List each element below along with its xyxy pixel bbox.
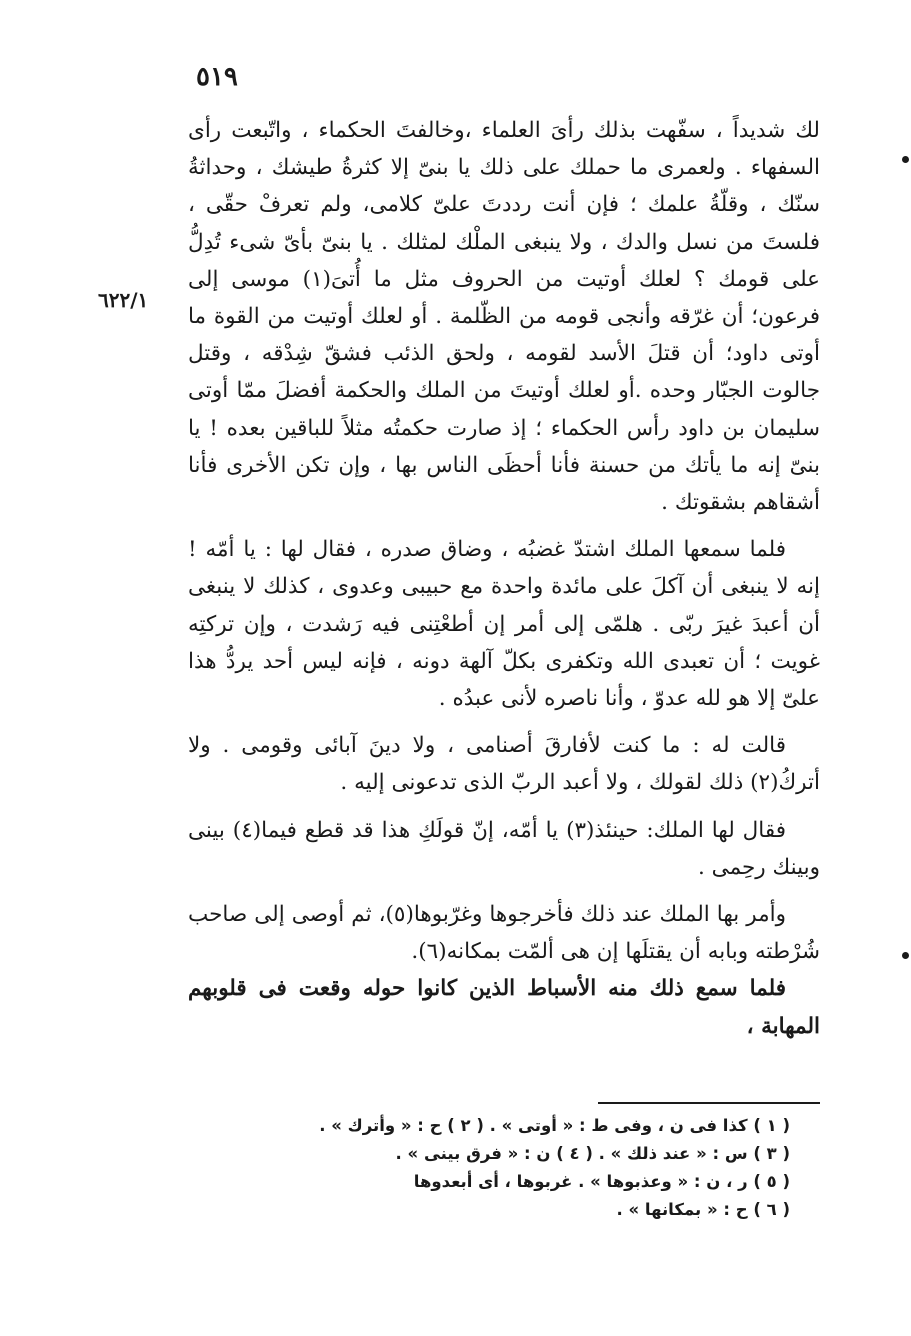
paragraph-5: وأمر بها الملك عند ذلك فأخرجوها وغرّبوها(٥)، ثم أوصى إلى صاحب شُرْطته وبابه أن يقتلَها إن هى ألمّت بمكانه(٦). bbox=[188, 902, 820, 965]
footnotes bbox=[200, 1112, 790, 1224]
margin-reference: ٦٢٢/١ bbox=[98, 288, 149, 312]
footnote-line-4: ( ٦ ) ح : « بمكانها » . bbox=[616, 1200, 790, 1219]
scan-edge-mark bbox=[902, 156, 909, 163]
main-text bbox=[188, 112, 820, 1045]
footnote-line-3: ( ٥ ) ر ، ن : « وعذبوها » . غربوها ، أى أبعدوها bbox=[413, 1172, 790, 1191]
paragraph-6: فلما سمع ذلك منه الأسباط الذين كانوا حوله وقعت فى قلوبهم المهابة ، bbox=[188, 976, 820, 1039]
paragraph-4: فقال لها الملك: حينئذ(٣) يا أمّه، إنّ قولَكِ هذا قد قطع فيما(٤) بينى وبينك رحِمى . bbox=[188, 817, 820, 880]
paragraph-1: لك شديداً ، سفّهت بذلك رأىَ العلماء ،وخالفتَ الحكماء ، واتّبعت رأى السفهاء . ولعمرى ما حملك على ذلك يا بنىّ إلا كثرةُ طيشك ، وحداثةُ سنّك ، وقلّةُ علمك ؛ فإن أنت رددتَ علىّ كلامى، ولم تعرفْ حقّى ، فلستَ من نسل والدك ، ولا ينبغى الملْك لمثلك . يا بنىّ بأىّ شىء تُدِلُّ على قومك ؟ لعلك أوتيت من الحروف مثل ما أُتىَ(١) موسى إلى فرعون؛ أن غرّقه وأنجى قومه من الظّلمة . أو لعلك أوتيت من القوة ما أوتى داود؛ أن قتلَ الأسد لقومه ، ولحق الذئب فشقّ شِدْقه ، وقتل جالوت الجبّار وحده .أو لعلك أوتيتَ من الملك والحكمة أفضلَ ممّا أوتى سليمان بن داود رأس الحكماء ؛ إذ صارت حكمتُه مثلاً للباقين بعده ! يا بنىّ إنه ما يأتك من حسنة فأنا أحظَى الناس بها ، وإن تكن الأخرى فأنا أشقاهم بشقوتك . bbox=[188, 118, 821, 516]
page-number: ٥١٩ bbox=[196, 62, 238, 92]
footnote-line-2: ( ٣ ) س : « عند ذلك » . ( ٤ ) ن : « فرق بينى » . bbox=[395, 1144, 790, 1163]
paragraph-2: فلما سمعها الملك اشتدّ غضبُه ، وضاق صدره ، فقال لها : يا أمّه ! إنه لا ينبغى أن آكلَ على مائدة واحدة مع حبيبى وعدوى ، كذلك لا ينبغى أن أعبدَ غيرَ ربّى . هلمّى إلى أمر إن أطعْتِنى فيه رَشدت ، وإن تركتِه غويت ؛ أن تعبدى الله وتكفرى بكلّ آلهة دونه ، فإنه ليس أحد يردُّ هذا علىّ إلا هو لله عدوّ ، وأنا ناصره لأنى عبدُه . bbox=[188, 537, 820, 712]
footnote-line-1: ( ١ ) كذا فى ن ، وفى ط : « أوتى » . ( ٢ ) ح : « وأترك » . bbox=[319, 1116, 790, 1135]
paragraph-3: قالت له : ما كنت لأفارقَ أصنامى ، ولا دينَ آبائى وقومى . ولا أتركُ(٢) ذلك لقولك ، ولا أعبد الربّ الذى تدعونى إليه . bbox=[188, 733, 820, 796]
scan-edge-mark bbox=[902, 952, 909, 959]
footnote-divider bbox=[598, 1102, 820, 1104]
